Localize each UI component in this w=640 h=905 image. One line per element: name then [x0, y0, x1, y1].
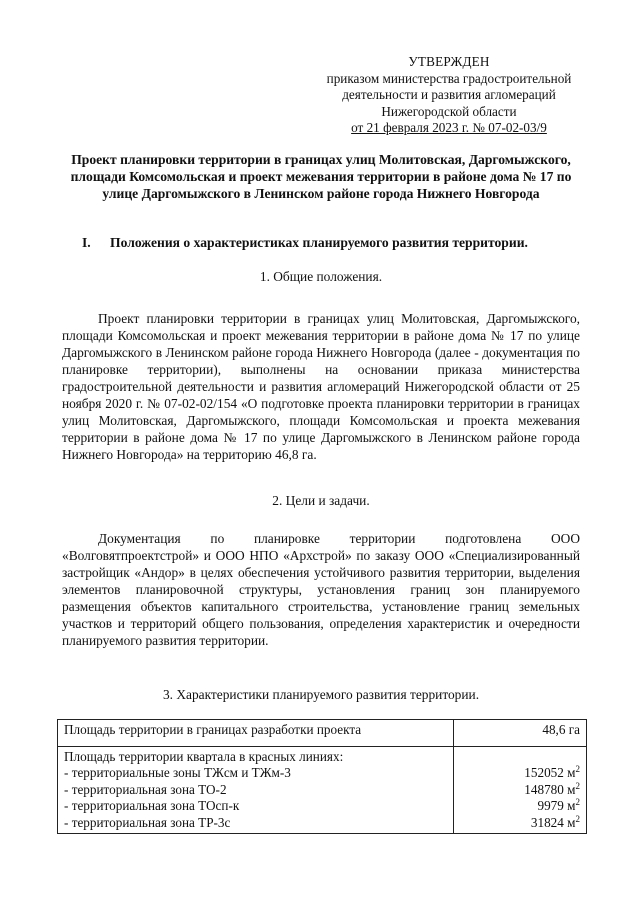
zone-label: - территориальные зоны ТЖсм и ТЖм-3	[64, 765, 291, 781]
zone-label: - территориальная зона ТР-3с	[64, 814, 231, 830]
zone-value: 9979 $м^2$	[537, 797, 580, 814]
subsection-characteristics: 3. Характеристики планируемого развития территории.	[162, 687, 480, 702]
section-number: I.	[82, 235, 91, 250]
approval-heading: УТВЕРЖДЕН	[408, 54, 490, 69]
paragraph-goals: Документация по планировке территории подготовлена ООО «Волговятпроектстрой» и ООО НПО «Архстрой» по заказу ООО «Специализированный застройщик «Андор» в целях обеспечения устойчивого развития территории, выделения элементов планировочной структуры, установления границ зон планируемого размещения объектов капитального строительства, установление границ земельных участков и территорий общего пользования, определения характеристик и очередности планируемого развития территории.	[62, 531, 580, 648]
approval-line: деятельности и развития агломераций	[342, 87, 556, 102]
quarter-area-label: Площадь территории квартала в красных линиях:	[64, 749, 344, 764]
zone-value: 148780 $м^2$	[524, 780, 580, 797]
zone-value-spacer	[460, 749, 580, 765]
zone-value: 152052 $м^2$	[524, 764, 580, 781]
table-row	[58, 720, 587, 747]
subsection-general: 1. Общие положения.	[259, 269, 383, 284]
approval-line: Нижегородской области	[381, 103, 517, 119]
table-cell-value: 48,6 га	[454, 720, 587, 747]
approval-date: от 21 февраля 2023 г. № 07-02-03/9	[351, 120, 547, 135]
characteristics-table	[57, 719, 587, 834]
table-cell-label	[58, 747, 454, 834]
zone-label: - территориальная зона ТО-2	[64, 781, 227, 797]
approval-block	[318, 54, 580, 137]
document-title: Проект планировки территории в границах улиц Молитовская, Даргомыжского, площади Комсомольская и проект межевания территории в районе дома № 17 по улице Даргомыжского в Ленинском районе города Нижнего Новгорода	[70, 152, 572, 201]
section-title: Положения о характеристиках планируемого развития территории.	[110, 235, 528, 250]
zone-label: - территориальная зона ТОсп-к	[64, 798, 240, 814]
table-cell-value	[454, 747, 587, 834]
table-cell-label: Площадь территории в границах разработки проекта	[58, 720, 454, 747]
approval-line: приказом министерства градостроительной	[326, 70, 572, 86]
paragraph-general: Проект планировки территории в границах улиц Молитовская, Даргомыжского, площади Комсомольская и проект межевания территории в районе дома № 17 по улице Даргомыжского в Ленинском районе города Нижнего Новгорода (далее - документация по планировке территории), выполнены на основании приказа министерства градостроительной деятельности и развития агломераций Нижегородской области от 25 ноября 2020 г. № 07-02-02/154 «О подготовке проекта планировки территории в границах улиц Молитовская, Даргомыжского, площади Комсомольская и проекта межевания территории в районе дома № 17 по улице Даргомыжского в Ленинском районе города Нижнего Новгорода» на территорию 46,8 га.	[62, 311, 580, 462]
table-row	[58, 747, 587, 834]
zone-value: 31824 $м^2$	[530, 813, 580, 830]
subsection-goals: 2. Цели и задачи.	[272, 493, 370, 508]
